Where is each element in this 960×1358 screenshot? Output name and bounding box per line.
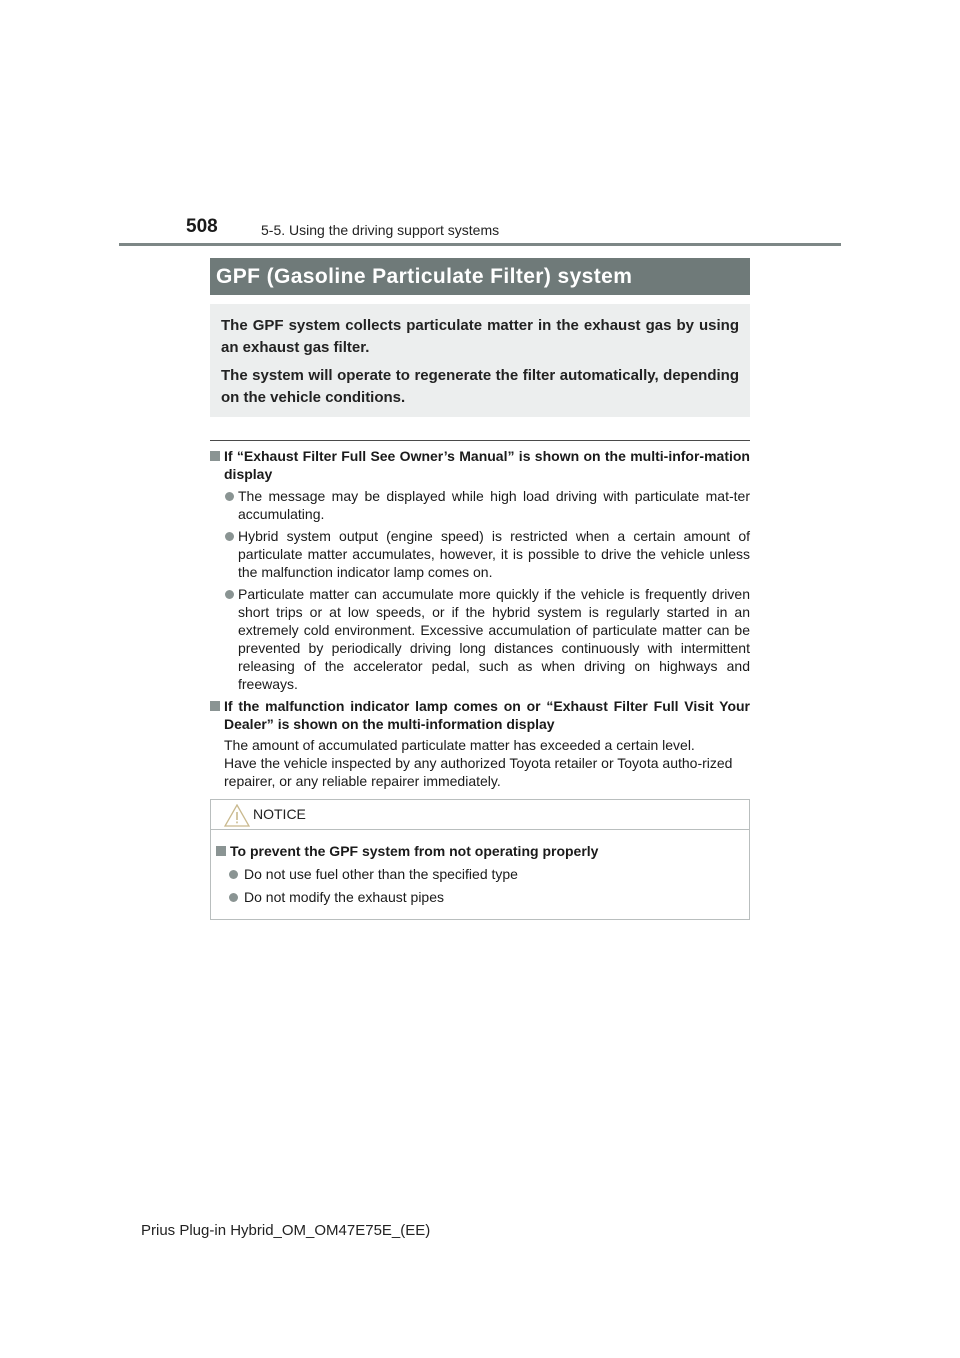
section-paragraph — [210, 736, 750, 790]
list-item — [210, 527, 750, 581]
notice-header — [211, 800, 749, 830]
body-rule — [210, 440, 750, 441]
list-item-text: The message may be displayed while high load driving with particulate mat-ter accumulating. — [238, 488, 750, 522]
main-content — [210, 447, 750, 790]
section-header: 5-5. Using the driving support systems — [261, 222, 500, 238]
list-item — [210, 585, 750, 693]
list-item — [215, 865, 749, 883]
section-heading — [210, 447, 750, 483]
page-footer: Prius Plug-in Hybrid_OM_OM47E75E_(EE) — [141, 1222, 431, 1239]
paragraph-line: Have the vehicle inspected by any authorized Toyota retailer or Toyota autho-rized repairer, or any reliable repairer immediately. — [224, 755, 733, 789]
warning-triangle-icon — [224, 804, 250, 827]
list-item-text: Hybrid system output (engine speed) is restricted when a certain amount of particulate matter accumulates, however, it is possible to drive the vehicle unless the malfunction indicator lamp comes on. — [238, 528, 750, 580]
bullet-icon — [225, 590, 234, 599]
intro-box — [210, 304, 750, 417]
header-rule — [119, 243, 841, 246]
section-heading-text: If “Exhaust Filter Full See Owner’s Manual” is shown on the multi-infor-mation display — [224, 448, 750, 482]
square-marker-icon — [216, 846, 226, 856]
page-title: GPF (Gasoline Particulate Filter) system — [210, 258, 750, 295]
list-item — [210, 487, 750, 523]
bullet-icon — [225, 492, 234, 501]
notice-box — [210, 799, 750, 920]
section-heading — [210, 697, 750, 733]
page-number: 508 — [186, 216, 218, 237]
list-item-text: Particulate matter can accumulate more quickly if the vehicle is frequently driven short trips or at low speeds, or if the hybrid system is regularly started in an extremely cold environment. Excessive accumulation of particulate matter can be prevented by periodically driving long distances continuously with intermittent releasing of the accelerator pedal, such as when driving on highways and freeways. — [238, 586, 750, 692]
square-marker-icon — [210, 701, 220, 711]
intro-paragraph: The system will operate to regenerate the filter automatically, depending on the vehicle conditions. — [221, 367, 739, 406]
list-item-text: Do not modify the exhaust pipes — [244, 889, 445, 905]
intro-paragraph: The GPF system collects particulate matter in the exhaust gas by using an exhaust gas filter. — [221, 317, 739, 356]
notice-heading-text: To prevent the GPF system from not operating properly — [230, 843, 599, 859]
notice-body — [211, 830, 749, 906]
list-item-text: Do not use fuel other than the specified type — [244, 866, 518, 882]
square-marker-icon — [210, 451, 220, 461]
notice-heading — [215, 842, 749, 860]
bullet-icon — [225, 532, 234, 541]
notice-label: NOTICE — [253, 806, 306, 822]
section-heading-text: If the malfunction indicator lamp comes on or “Exhaust Filter Full Visit Your Dealer” is shown on the multi-information display — [224, 698, 750, 732]
list-item — [215, 888, 749, 906]
paragraph-line: The amount of accumulated particulate matter has exceeded a certain level. — [224, 737, 695, 753]
bullet-icon — [229, 893, 238, 902]
bullet-icon — [229, 870, 238, 879]
